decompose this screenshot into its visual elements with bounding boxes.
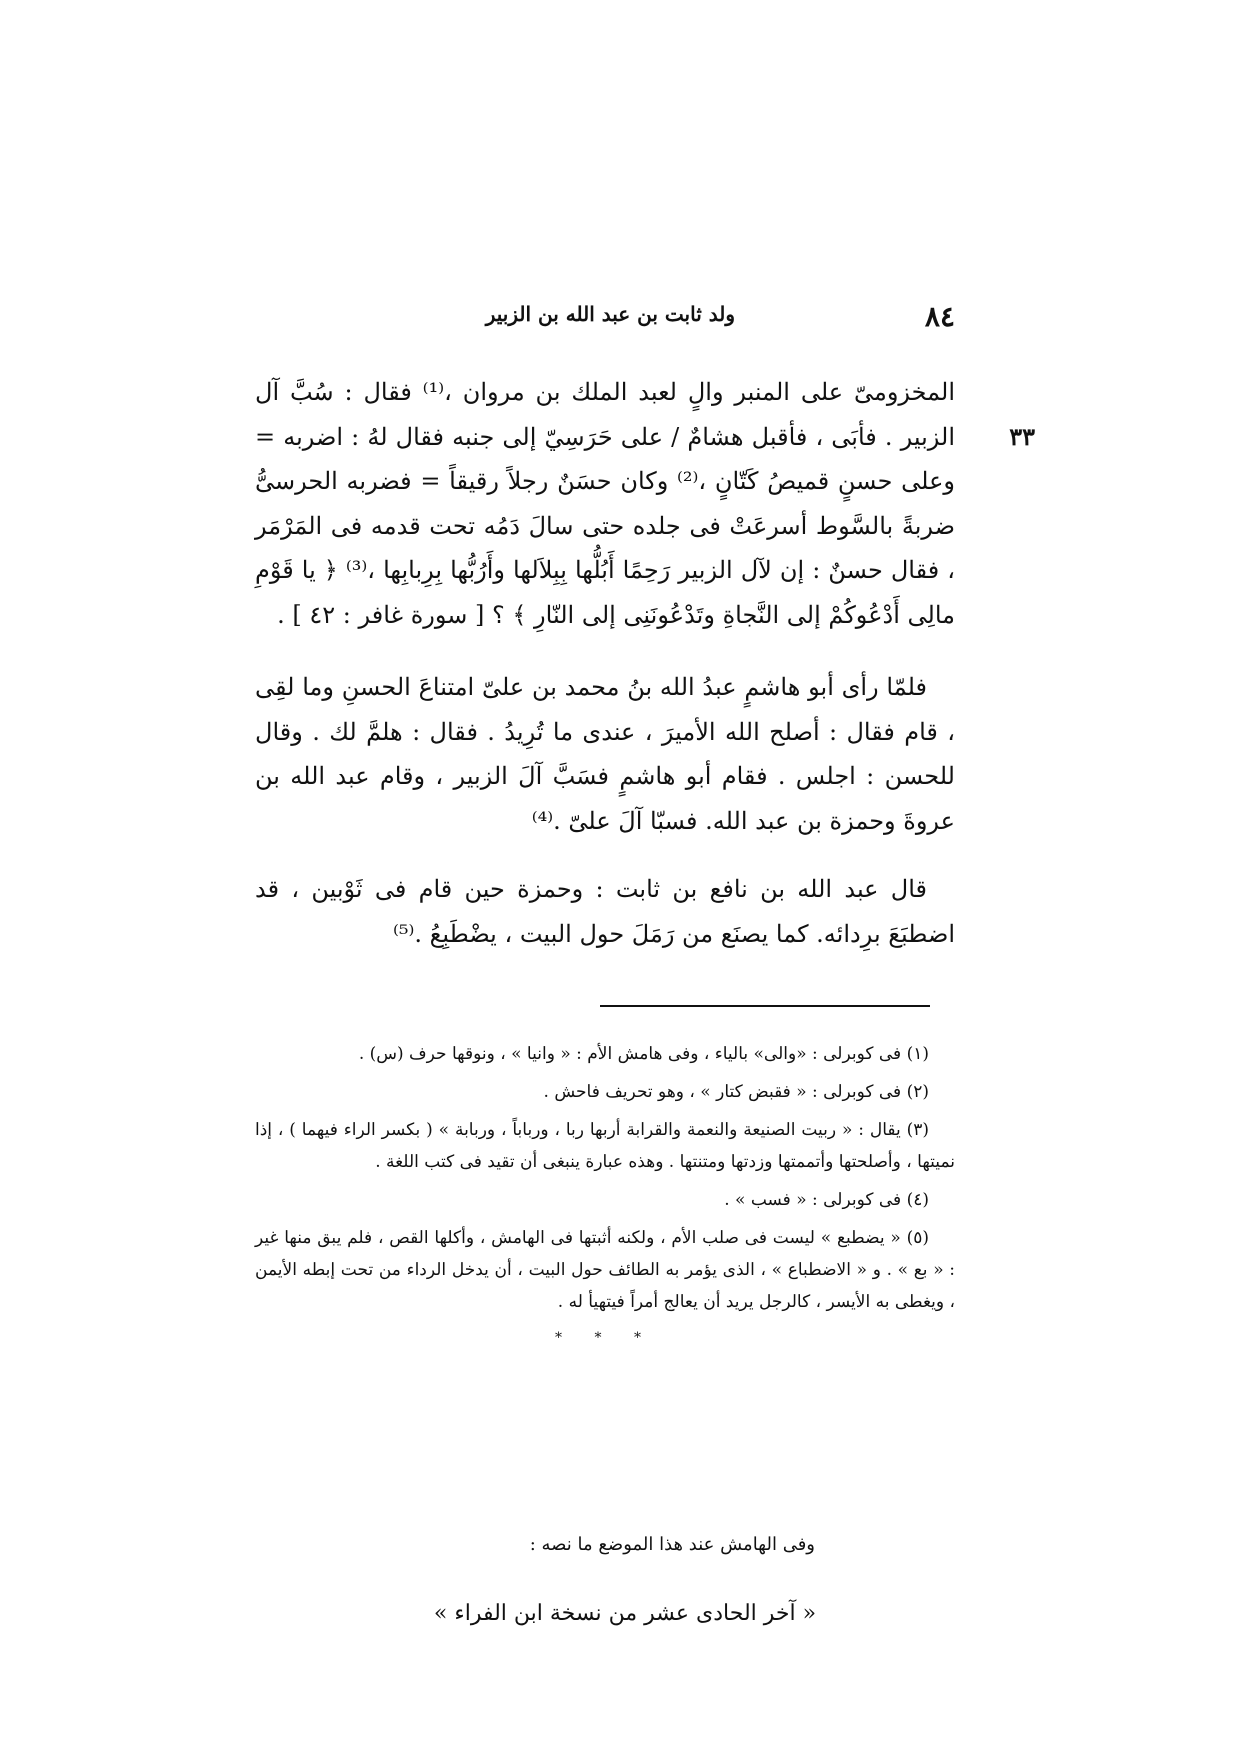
main-text xyxy=(255,370,955,980)
asterism-separator: * * * xyxy=(555,1330,655,1346)
paragraph-2: فلمّا رأى أبو هاشمٍ عبدُ الله بنُ محمد بن علىّ امتناعَ الحسنِ وما لقِى ، قام فقال : أصلح الله الأميرَ ، عندى ما تُرِيدُ . فقال : هلمَّ لك . وقال للحسن : اجلس . فقام أبو هاشمٍ فسَبَّ آلَ الزبير ، وقام عبد الله بن عروةَ وحمزة بن عبد الله. فسبّا آلَ علىّ .⁽⁴⁾ xyxy=(255,673,955,835)
running-title: ولد ثابت بن عبد الله بن الزبير xyxy=(485,302,735,326)
page-header xyxy=(255,300,955,340)
colophon: « آخر الحادى عشر من نسخة ابن الفراء » xyxy=(433,1601,817,1626)
margin-note-intro: وفى الهامش عند هذا الموضع ما نصه : xyxy=(529,1534,815,1555)
footnote-3: (٣) يقال : « ربيت الصنيعة والنعمة والقرابة أربها ربا ، ورباباً ، وربابة » ( بكسر الراء فيهما ) ، إذا نميتها ، وأصلحتها وأتممتها وزدتها ومتنتها . وهذه عبارة ينبغى أن تقيد فى كتب اللغة . xyxy=(255,1120,955,1172)
margin-section-number: ٣٣ xyxy=(1009,422,1035,451)
page-number: ٨٤ xyxy=(924,300,955,333)
footnote-1: (١) فى كوبرلى : «والى» بالياء ، وفى هامش الأم : « وانيا » ، ونوقها حرف (س) . xyxy=(358,1044,929,1064)
paragraph-1: المخزومىّ على المنبر والٍ لعبد الملك بن مروان ،⁽¹⁾ فقال : سُبَّ آل الزبير . فأبَى ، فأقبل هشامٌ / على حَرَسِيّ إلى جنبه فقال لهُ : اضربه = وعلى حسنٍ قميصُ كَتّانٍ ،⁽²⁾ وكان حسَنٌ رجلاً رقيقاً = فضربه الحرسىُّ ضربةً بالسَّوط أسرعَتْ فى جلده حتى سالَ دَمُه تحت قدمه فى المَرْمَر ، فقال حسنٌ : إن لآل الزبير رَحِمًا أَبُلُّها بِبِلاَلها وأَرُبُّها بِرِبابِها ،⁽³⁾ ﴿ يا قَوْمِ مالِى أَدْعُوكُمْ إلى النَّجاةِ وتَدْعُونَنِى إلى النّارِ ﴾ ؟ [ سورة غافر : ٤٢ ] . xyxy=(255,378,956,629)
footnote-4: (٤) فى كوبرلى : « فسب » . xyxy=(724,1190,929,1210)
footnote-divider xyxy=(600,1005,930,1007)
footnotes xyxy=(255,1038,955,1354)
closing-section xyxy=(255,1530,955,1634)
footnote-2: (٢) فى كوبرلى : « فقبض كتار » ، وهو تحريف فاحش . xyxy=(543,1082,929,1102)
paragraph-3: قال عبد الله بن نافع بن ثابت : وحمزة حين قام فى ثَوْبين ، قد اضطبَعَ برِدائه. كما يصنَع من رَمَلَ حول البيت ، يضْطَبِعُ .⁽⁵⁾ xyxy=(255,875,955,948)
footnote-5: (٥) « يضطبع » ليست فى صلب الأم ، ولكنه أثبتها فى الهامش ، وأكلها القص ، فلم يبق منها غير : « بع » . و « الاضطباع » ، الذى يؤمر به الطائف حول البيت ، أن يدخل الرداء من تحت إبطه الأيمن ، ويغطى به الأيسر ، كالرجل يريد أن يعالج أمراً فيتهيأ له . xyxy=(255,1228,955,1312)
